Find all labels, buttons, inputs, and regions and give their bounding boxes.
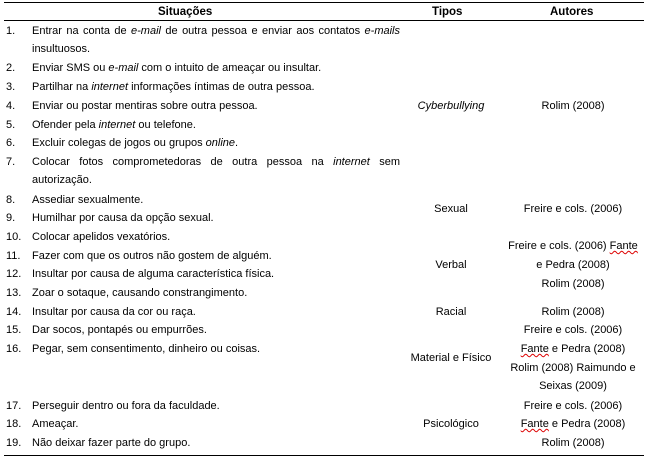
row-number: 12. xyxy=(6,268,22,280)
autor-verbal-1 xyxy=(504,237,642,255)
row-text: Insultar por causa de alguma característica física. xyxy=(32,268,275,280)
autor-psicologico-2 xyxy=(504,415,642,433)
row-number: 17. xyxy=(6,400,22,412)
row-number: 10. xyxy=(6,231,22,243)
table-top-rule xyxy=(4,2,644,3)
header-bottom-rule xyxy=(4,20,644,21)
tipo-cyberbullying: Cyberbullying xyxy=(417,100,485,112)
row-text: Não deixar fazer parte do grupo. xyxy=(32,437,191,449)
row-text: Fazer com que os outros não gostem de alguém. xyxy=(32,250,272,262)
header-situacoes: Situações xyxy=(158,6,213,18)
row-text: Dar socos, pontapés ou empurrões. xyxy=(32,324,207,336)
row-text: Entrar na conta de e-mail de outra pessoa e enviar aos contatos e-mails xyxy=(32,25,400,37)
autor-material-2 xyxy=(504,340,642,358)
row-number: 2. xyxy=(6,62,16,74)
row-text: Humilhar por causa da opção sexual. xyxy=(32,212,214,224)
row-text: Perseguir dentro ou fora da faculdade. xyxy=(32,400,220,412)
row-number: 5. xyxy=(6,119,16,131)
autor-text: Fante xyxy=(609,240,638,252)
row-text: Assediar sexualmente. xyxy=(32,194,144,206)
autor-psicologico-3: Rolim (2008) xyxy=(541,437,605,449)
row-number: 9. xyxy=(6,212,16,224)
row-text: Colocar apelidos vexatórios. xyxy=(32,231,171,243)
autor-material-3: Rolim (2008) Raimundo e xyxy=(510,362,636,374)
row-number: 16. xyxy=(6,343,22,355)
autor-sexual: Freire e cols. (2006) xyxy=(523,203,623,215)
tipo-psicologico: Psicológico xyxy=(423,418,479,430)
tipo-material-fisico: Material e Físico xyxy=(410,352,492,364)
tipo-racial: Racial xyxy=(435,306,467,318)
row-text: Ofender pela internet ou telefone. xyxy=(32,119,196,131)
tipo-sexual: Sexual xyxy=(434,203,468,215)
row-text: Partilhar na internet informações íntimas de outra pessoa. xyxy=(32,81,315,93)
row-text: Excluir colegas de jogos ou grupos online. xyxy=(32,137,239,149)
autor-text: e Pedra (2008) xyxy=(551,418,626,430)
row-number: 14. xyxy=(6,306,22,318)
row-number: 19. xyxy=(6,437,22,449)
table-bottom-rule xyxy=(4,455,644,456)
row-text: autorização. xyxy=(32,174,92,186)
autor-text: Freire e cols. (2006) xyxy=(508,240,607,252)
row-number: 15. xyxy=(6,324,22,336)
row-number: 8. xyxy=(6,194,16,206)
row-number: 6. xyxy=(6,137,16,149)
row-text: Pegar, sem consentimento, dinheiro ou coisas. xyxy=(32,343,261,355)
autor-text: Fante xyxy=(520,343,549,355)
row-text: Insultar por causa da cor ou raça. xyxy=(32,306,196,318)
row-number: 3. xyxy=(6,81,16,93)
autor-material-4: Seixas (2009) xyxy=(539,380,607,392)
row-text: insultuosos. xyxy=(32,43,91,55)
autor-text: Fante xyxy=(520,418,549,430)
row-number: 1. xyxy=(6,25,16,37)
autor-cyberbullying: Rolim (2008) xyxy=(541,100,605,112)
tipo-verbal: Verbal xyxy=(435,259,467,271)
row-text: Colocar fotos comprometedoras de outra pessoa na internet sem xyxy=(32,156,400,168)
header-autores: Autores xyxy=(550,6,594,18)
row-text: Zoar o sotaque, causando constrangimento. xyxy=(32,287,248,299)
autor-material-1: Freire e cols. (2006) xyxy=(523,324,623,336)
row-number: 7. xyxy=(6,156,16,168)
header-tipos: Tipos xyxy=(432,6,463,18)
row-number: 13. xyxy=(6,287,22,299)
row-text: Enviar ou postar mentiras sobre outra pessoa. xyxy=(32,100,258,112)
autor-psicologico-1: Freire e cols. (2006) xyxy=(523,400,623,412)
row-number: 11. xyxy=(6,250,21,262)
row-number: 18. xyxy=(6,418,22,430)
autor-text: e Pedra (2008) xyxy=(551,343,626,355)
row-text: Ameaçar. xyxy=(32,418,79,430)
autor-verbal-2: e Pedra (2008) xyxy=(536,259,610,271)
row-text: Enviar SMS ou e-mail com o intuito de ameaçar ou insultar. xyxy=(32,62,322,74)
autor-verbal-3: Rolim (2008) xyxy=(541,278,605,290)
autor-racial: Rolim (2008) xyxy=(541,306,605,318)
row-number: 4. xyxy=(6,100,16,112)
